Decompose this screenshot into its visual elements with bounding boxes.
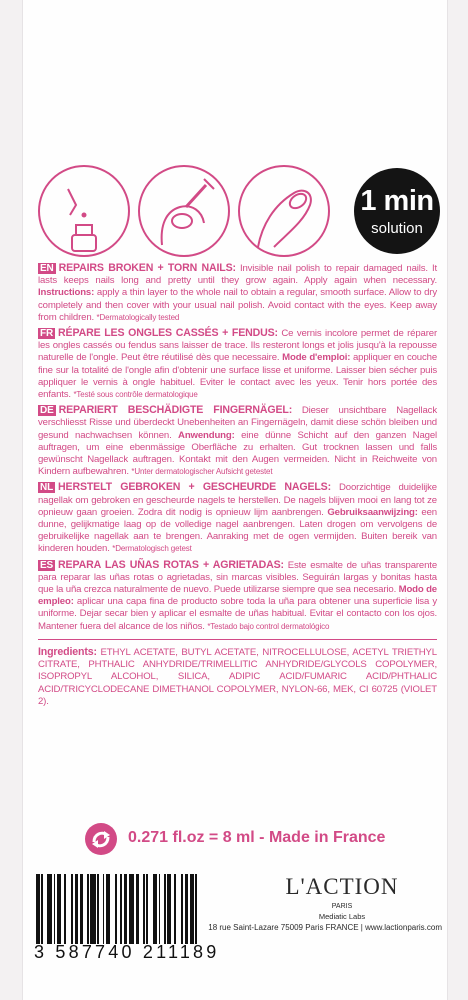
barcode-bar xyxy=(136,874,140,944)
barcode-bar xyxy=(47,874,52,944)
section-text-2: aplicar una capa fina de producto sobre toda la uña para obtener una superficie lisa y uniforme. Dejar secar bien y aplicar el esmalte de uñas habitual. Evitar el contacto con los ojos. Mantener fuera del alcance de los niños. xyxy=(38,596,437,632)
section-note: *Dermatologically tested xyxy=(96,312,180,322)
section-note: *Testado bajo control dermatológico xyxy=(207,621,330,631)
barcode-bar xyxy=(120,874,122,944)
nail-polish-bottle-icon xyxy=(38,165,130,257)
barcode-bar xyxy=(106,874,110,944)
barcode-bar xyxy=(146,874,148,944)
ingredients-label: Ingredients: xyxy=(38,645,97,658)
volume-line xyxy=(84,822,444,858)
language-tag: FR xyxy=(40,328,54,340)
section-heading: REPAIRS BROKEN + TORN NAILS: xyxy=(58,262,236,274)
section-text-2: apply a thin layer to the whole nail to obtain a regular, smooth surface. Allow to dry completely and then cover with your usual nail polish. Avoid contact with the eyes. Keep away from children. xyxy=(38,287,437,323)
barcode-bar xyxy=(41,874,43,944)
section-fr xyxy=(38,327,437,401)
barcode-bar xyxy=(159,874,161,944)
barcode-bar xyxy=(103,874,105,944)
barcode-bar xyxy=(153,874,157,944)
ingredients-list: ETHYL ACETATE, BUTYL ACETATE, NITROCELLULOSE, ACETYL TRIETHYL CITRATE, PHTHALIC ANHYDRIDE/TRIMELLITIC ANHYDRIDE/GLYCOLS COPOLYMER, ISOPROPYL ALCOHOL, SILICA, ADIPIC ACID/FUMARIC ACID/PHTHALIC ACID/TRICYCLODECANE DIMETHANOL COPOLYMER, NYLON-66, MEK, CI 60725 (VIOLET 2). xyxy=(38,646,437,707)
barcode-bar xyxy=(174,874,176,944)
barcode-bar xyxy=(190,874,194,944)
barcode-bar xyxy=(164,874,166,944)
section-note: *Dermatologisch getest xyxy=(112,544,192,554)
one-minute-badge xyxy=(354,168,440,254)
language-tag: ES xyxy=(40,559,54,571)
section-text-2: een dunne, gelijkmatige laag op de volledige nagel aanbrengen. Laten drogen om vervolgens de gebruikelijke nagellak aan te brengen. Aanraking met de ogen vermijden. Buiten bereik van kinderen houden. xyxy=(38,506,437,555)
barcode-bar xyxy=(57,874,61,944)
brand-address: 18 rue Saint-Lazare 75009 Paris FRANCE | www.lactionparis.com xyxy=(208,923,442,932)
brand-lab: Mediatic Labs xyxy=(318,912,366,921)
divider xyxy=(38,639,437,640)
section-text-2: appliquer en couche fine sur la totalité de l'ongle afin d'obtenir une surface lisse et uniforme. Laisser bien sécher puis appliquer le vernis à ongle habituel. Eviter le contact avec les yeux. Tenir hors portée des enfants. xyxy=(38,352,437,401)
section-text-2: eine dünne Schicht auf den ganzen Nagel auftragen, um eine ebenmässige Oberfläche zu erhalten. Gut trocknen lassen und falls gewünscht Nagellack auftragen. Kontakt mit den Augen vermeiden. Nicht in Reichweite von Kindern aufbewahren. xyxy=(38,429,438,478)
badge-label: solution xyxy=(371,220,423,237)
section-heading: RÉPARE LES ONGLES CASSÉS + FENDUS: xyxy=(58,327,278,340)
barcode-bars xyxy=(34,874,254,944)
instructions-text xyxy=(38,262,437,711)
barcode-bar xyxy=(54,874,56,944)
barcode-bar xyxy=(97,874,99,944)
barcode-bar xyxy=(181,874,183,944)
section-de xyxy=(38,404,437,478)
section-label: Modo de empleo: xyxy=(38,584,437,608)
barcode-bar xyxy=(36,874,40,944)
section-label: Mode d'emploi: xyxy=(282,352,351,364)
section-heading: REPARA LAS UÑAS ROTAS + AGRIETADAS: xyxy=(58,558,284,571)
brand-logo: L'ACTION xyxy=(285,874,399,899)
section-en xyxy=(38,262,437,324)
section-label: Anwendung: xyxy=(178,429,235,441)
section-heading: REPARIERT BESCHÄDIGTE FINGERNÄGEL: xyxy=(58,404,293,417)
barcode-bar xyxy=(167,874,171,944)
barcode-bar xyxy=(129,874,134,944)
brand-block xyxy=(276,874,408,921)
barcode-bar xyxy=(64,874,66,944)
barcode-bar xyxy=(195,874,197,944)
barcode-bar xyxy=(71,874,73,944)
finished-nail-icon xyxy=(238,165,330,257)
barcode-bar xyxy=(75,874,79,944)
brand-city: PARIS xyxy=(331,903,353,910)
section-text: Dieser unsichtbare Nagellack verschliesst Risse und überdeckt Unebenheiten an Fingernägeln, damit diese schön bleiben und gesund nachwachsen können. xyxy=(38,405,437,441)
section-text: Doorzichtige duidelijke nagellak om gebroken en gescheurde nagels te herstellen. De nagels blijven mooi en lang tot ze opnieuw gaan groeien. Zodra dit nodig is opnieuw lijm aanbrengen. xyxy=(38,482,437,518)
section-label: Gebruiksaanwijzing: xyxy=(327,506,418,518)
barcode-bar xyxy=(115,874,117,944)
language-tag: NL xyxy=(40,482,54,494)
section-text: Invisible nail polish to repair damaged nails. It lasts keeps nails long and pretty until they grow again. Apply again when necessary. xyxy=(38,263,438,287)
section-note: *Testé sous contrôle dermatologique xyxy=(73,390,198,400)
barcode-number: 3 587740 211189 xyxy=(34,942,220,962)
recycle-icon xyxy=(84,822,118,856)
barcode-bar xyxy=(185,874,189,944)
barcode-bar xyxy=(90,874,95,944)
badge-time: 1 min xyxy=(360,185,434,217)
ingredients-block xyxy=(38,646,437,708)
barcode-bar xyxy=(143,874,145,944)
section-es xyxy=(38,559,437,633)
barcode xyxy=(34,874,254,969)
language-tag: DE xyxy=(40,405,54,417)
barcode-bar xyxy=(87,874,89,944)
section-label: Instructions: xyxy=(38,287,95,299)
section-heading: HERSTELT GEBROKEN + GESCHEURDE NAGELS: xyxy=(58,481,331,494)
section-text: Ce vernis incolore permet de réparer les ongles cassés ou fendus sans laisser de trace. Ils resteront longs et jolis jusqu'à la repousse naturelle de l'ongle. Peut être réutilisé dès que necessaire. xyxy=(38,328,437,364)
section-note: *Unter dermatologischer Aufsicht getestet xyxy=(131,467,273,477)
section-nl xyxy=(38,481,437,555)
barcode-bar xyxy=(124,874,128,944)
language-tag: EN xyxy=(40,263,54,274)
volume-text: 0.271 fl.oz = 8 ml - Made in France xyxy=(128,829,386,846)
section-text: Este esmalte de uñas transparente para reparar las uñas rotas o agrietadas, sin marcas visibles. Seguirán largas y bonitas hasta que la uña crezca naturalmente de nuevo. Puede utilizarse siempre que sea necesario. xyxy=(38,559,437,596)
brush-on-nail-icon xyxy=(138,165,230,257)
barcode-bar xyxy=(80,874,84,944)
